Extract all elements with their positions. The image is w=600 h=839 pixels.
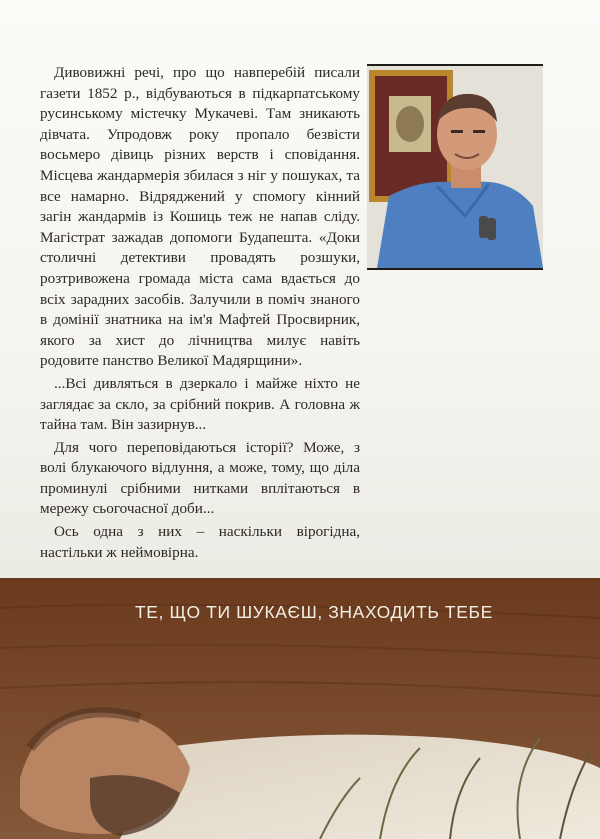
cover-tagline: ТЕ, ЩО ТИ ШУКАЄШ, ЗНАХОДИТЬ ТЕБЕ xyxy=(135,602,493,622)
blurb-paragraph-2: ...Всі дивляться в дзеркало і майже ніхто не заглядає за скло, за срібний покрив. А головна ж тайна там. Він зазирнув... xyxy=(40,374,360,434)
book-blurb xyxy=(40,63,360,563)
blurb-paragraph-3: Для чого переповідаються історії? Може, з волі блукаючого відлуння, а може, тому, що діла проминулі срібними нитками вплітаються в мережу сьогочасної доби... xyxy=(40,438,360,518)
blurb-paragraph-4: Ось одна з них – наскільки вірогідна, настільки ж неймовірна. xyxy=(40,523,360,561)
blurb-paragraph-1: Дивовижні речі, про що навперебій писали газети 1852 р., відбуваються в підкарпатському русинському містечку Мукачеві. Там зникають дівчата. Упродовж року пропало безвісти восьмеро дівиць різних верств і сповідання. Місцева жандармерія збилася з ніг у пошуках, та все намарно. Відряджений у спомогу кінний загін жандармів із Кошиць теж не напав сліду. Магістрат зажадав допомоги Будапешта. «Доки столичні детективи провадять розшуки, розтривожена громада міста сама вдається до всіх зарадних засобів. Залучили в поміч знаного в домінії знатника на ім'я Мафтей Просвирник, якого за хист до лічництва милує навіть родовите панство Великої Мадярщини». xyxy=(40,64,360,370)
author-photo xyxy=(367,64,543,270)
